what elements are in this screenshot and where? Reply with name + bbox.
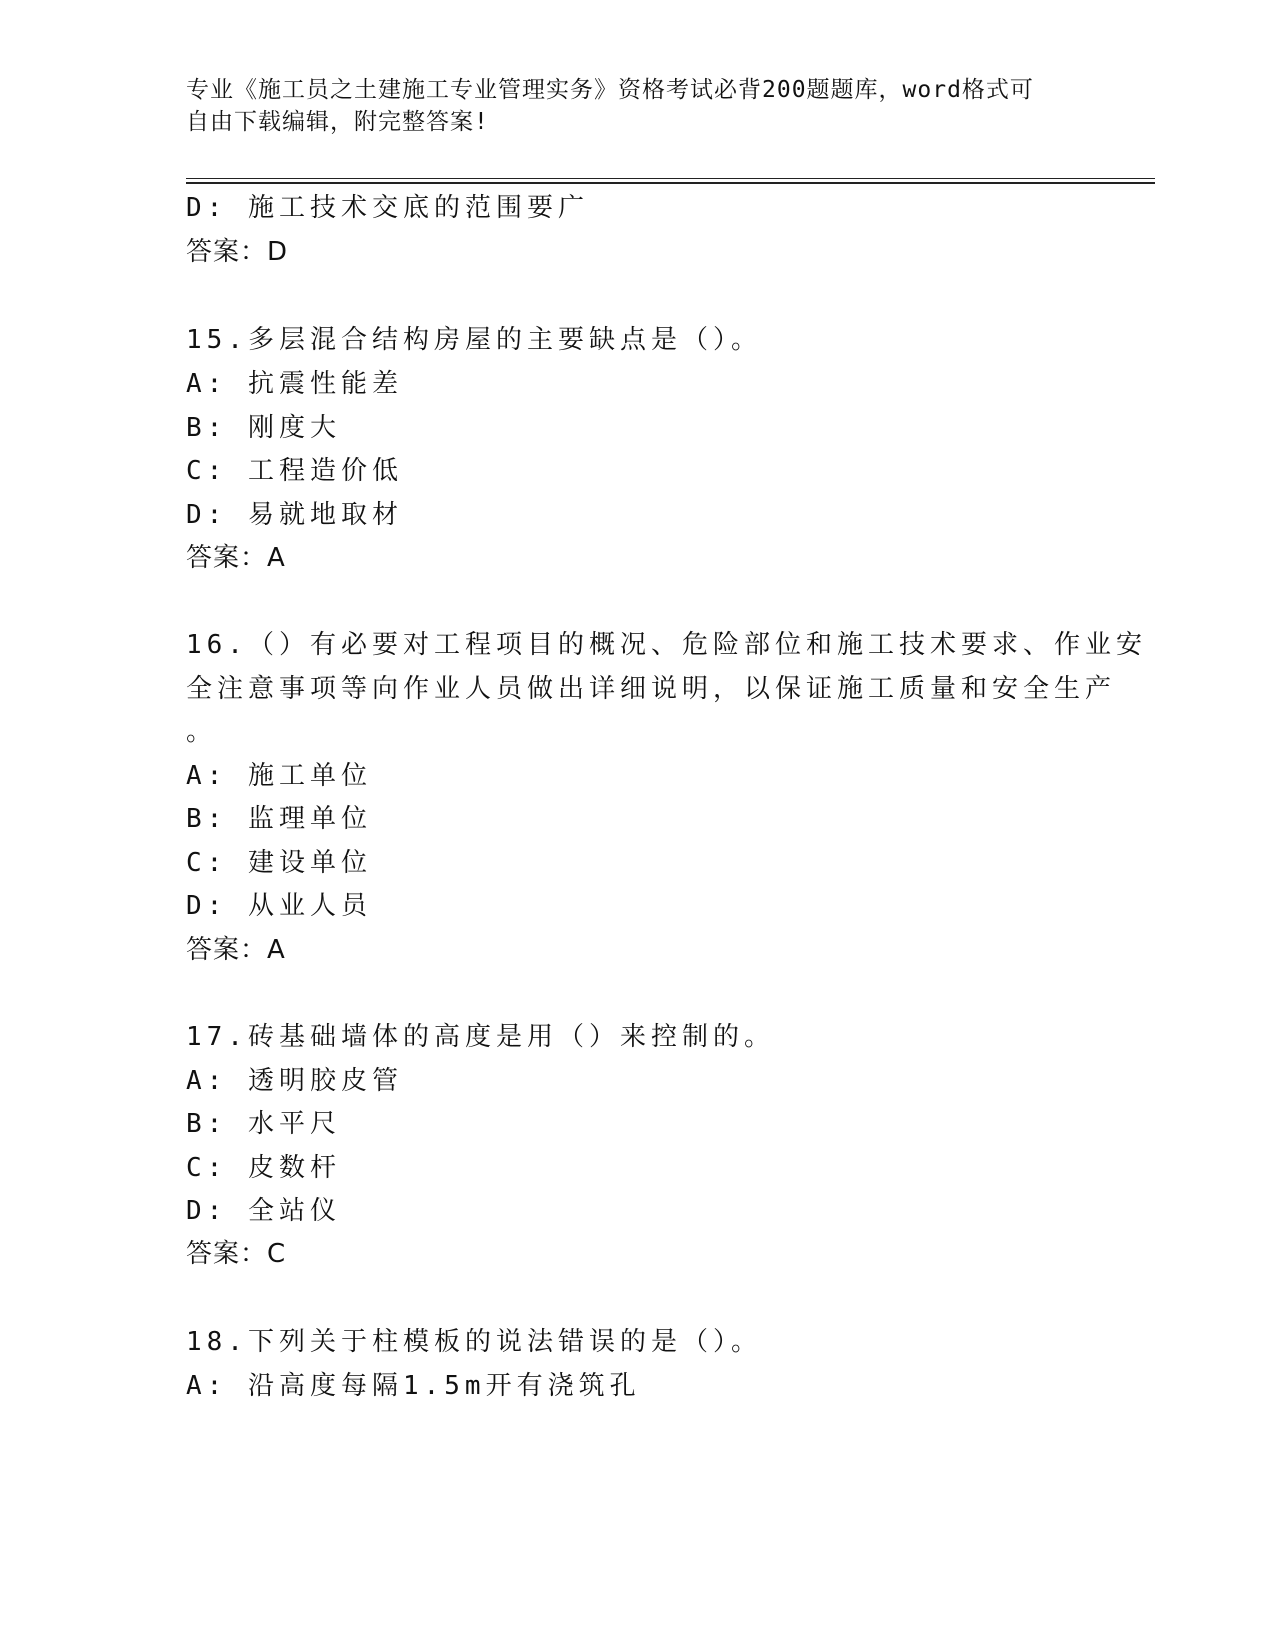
q17-option-c: C: 皮数杆: [186, 1153, 341, 1183]
q18-question: 18.下列关于柱模板的说法错误的是（）。: [186, 1327, 762, 1357]
q15-option-c: C: 工程造价低: [186, 456, 403, 486]
q15-question: 15.多层混合结构房屋的主要缺点是（）。: [186, 325, 762, 355]
q16-question-line-1: 16.（）有必要对工程项目的概况、危险部位和施工技术要求、作业安: [186, 630, 1147, 660]
q17-answer: 答案：C: [186, 1239, 287, 1269]
page-header: [186, 74, 1076, 138]
q16-option-a: A: 施工单位: [186, 761, 372, 791]
q15-option-b: B: 刚度大: [186, 413, 341, 443]
q15-answer: 答案：A: [186, 543, 286, 573]
q15-option-a: A: 抗震性能差: [186, 369, 403, 399]
q16-answer: 答案：A: [186, 935, 286, 965]
q14-option-d: D: 施工技术交底的范围要广: [186, 193, 589, 223]
q16-option-b: B: 监理单位: [186, 804, 372, 834]
q17-question: 17.砖基础墙体的高度是用（）来控制的。: [186, 1022, 775, 1052]
q15-option-d: D: 易就地取材: [186, 500, 403, 530]
q14-answer: 答案：D: [186, 237, 289, 267]
q16-option-d: D: 从业人员: [186, 891, 372, 921]
q17-option-d: D: 全站仪: [186, 1196, 341, 1226]
header-divider: [186, 178, 1155, 184]
header-title-line-1: 专业《施工员之土建施工专业管理实务》资格考试必背200题题库，word格式可: [186, 77, 1034, 103]
q16-option-c: C: 建设单位: [186, 848, 372, 878]
q16-question-line-2: 全注意事项等向作业人员做出详细说明，以保证施工质量和安全生产: [186, 674, 1117, 704]
q17-option-b: B: 水平尺: [186, 1109, 341, 1139]
q17-option-a: A: 透明胶皮管: [186, 1066, 403, 1096]
header-title-line-2: 自由下载编辑，附完整答案!: [186, 109, 489, 135]
q16-question-line-3: 。: [186, 717, 218, 747]
q18-option-a: A: 沿高度每隔1.5m开有浇筑孔: [186, 1371, 641, 1401]
